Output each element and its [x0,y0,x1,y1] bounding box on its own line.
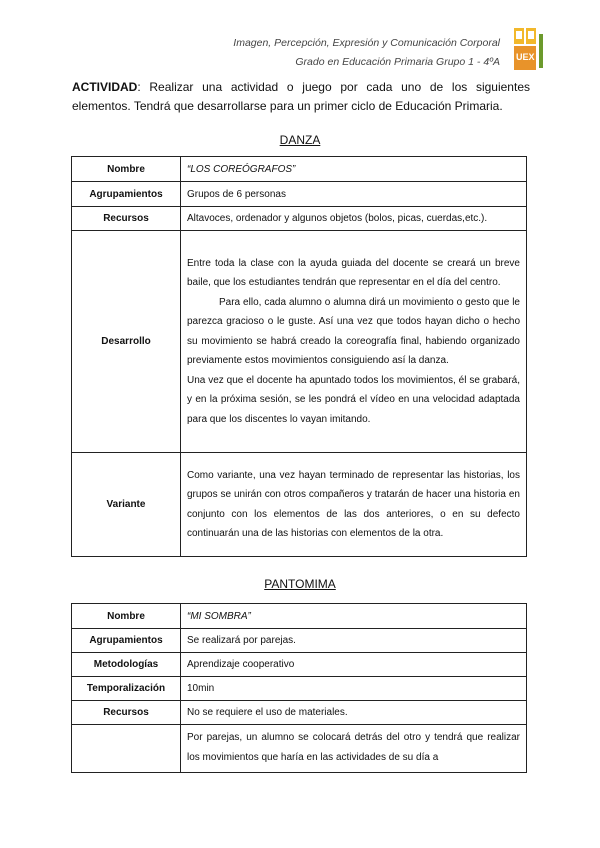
row-key: Agrupamientos [72,182,181,207]
table-row [72,725,527,773]
table-row [72,653,527,677]
logo-letters: UEX [516,52,535,62]
row-value: “MI SOMBRA” [181,604,527,629]
danza-title: DANZA [279,133,321,147]
row-key: Agrupamientos [72,629,181,653]
table-row [72,207,527,231]
row-key [72,725,181,773]
table-row [72,604,527,629]
row-key: Variante [72,453,181,557]
table-row [72,231,527,453]
activity-text: : Realizar una actividad o juego por cada uno de los siguientes elementos. Tendrá que desarrollarse para un primer ciclo de Educación Primaria. [72,80,530,113]
pantomima-table [71,603,527,773]
row-key: Desarrollo [72,231,181,453]
row-value: “LOS COREÓGRAFOS” [181,157,527,182]
desarrollo-paragraph-2: Para ello, cada alumno o alumna dirá un movimiento o gesto que le parezca gracioso o le guste. Así una vez que todos hayan dicho o hecho su movimiento se habrá creado la coreografía final, habiendo organizado previamente estos movimientos consiguiendo así la danza. [187,296,520,367]
row-key: Nombre [72,157,181,182]
row-key: Metodologías [72,653,181,677]
row-key: Nombre [72,604,181,629]
row-key: Recursos [72,701,181,725]
row-key: Recursos [72,207,181,231]
desarrollo-paragraph-1: Entre toda la clase con la ayuda guiada del docente se creará un breve baile, que los estudiantes tendrán que representar en el día del centro. [187,257,520,289]
table-row [72,701,527,725]
row-value: 10min [181,677,527,701]
desarrollo-paragraph-3: Una vez que el docente ha apuntado todos los movimientos, él se grabará, y en la próxima sesión, se les pondrá el vídeo en una velocidad adaptada para que los discentes lo vayan imitando. [187,374,520,425]
table-row [72,182,527,207]
header-line-1: Imagen, Percepción, Expresión y Comunicación Corporal [233,37,500,49]
header-line-2: Grado en Educación Primaria Grupo 1 - 4ºA [295,56,500,68]
university-logo [512,28,548,72]
row-value: Grupos de 6 personas [181,182,527,207]
row-key: Temporalización [72,677,181,701]
danza-table [71,156,527,557]
row-value: Como variante, una vez hayan terminado de representar las historias, los grupos se unirán con otros compañeros y tratarán de hacer una historia en conjunto con los elementos de las dos anteriores, o en su defecto continuarán una de las historias con elementos de la otra. [181,453,527,557]
row-value [181,231,527,453]
row-value: Altavoces, ordenador y algunos objetos (bolos, picas, cuerdas,etc.). [181,207,527,231]
row-value: No se requiere el uso de materiales. [181,701,527,725]
table-row [72,453,527,557]
row-value: Se realizará por parejas. [181,629,527,653]
activity-statement [72,78,530,116]
table-row [72,677,527,701]
table-row [72,157,527,182]
pantomima-title: PANTOMIMA [264,577,336,591]
table-row [72,629,527,653]
row-value: Aprendizaje cooperativo [181,653,527,677]
activity-label: ACTIVIDAD [72,80,138,94]
row-value: Por parejas, un alumno se colocará detrás del otro y tendrá que realizar los movimientos que haría en las actividades de su día a [181,725,527,773]
